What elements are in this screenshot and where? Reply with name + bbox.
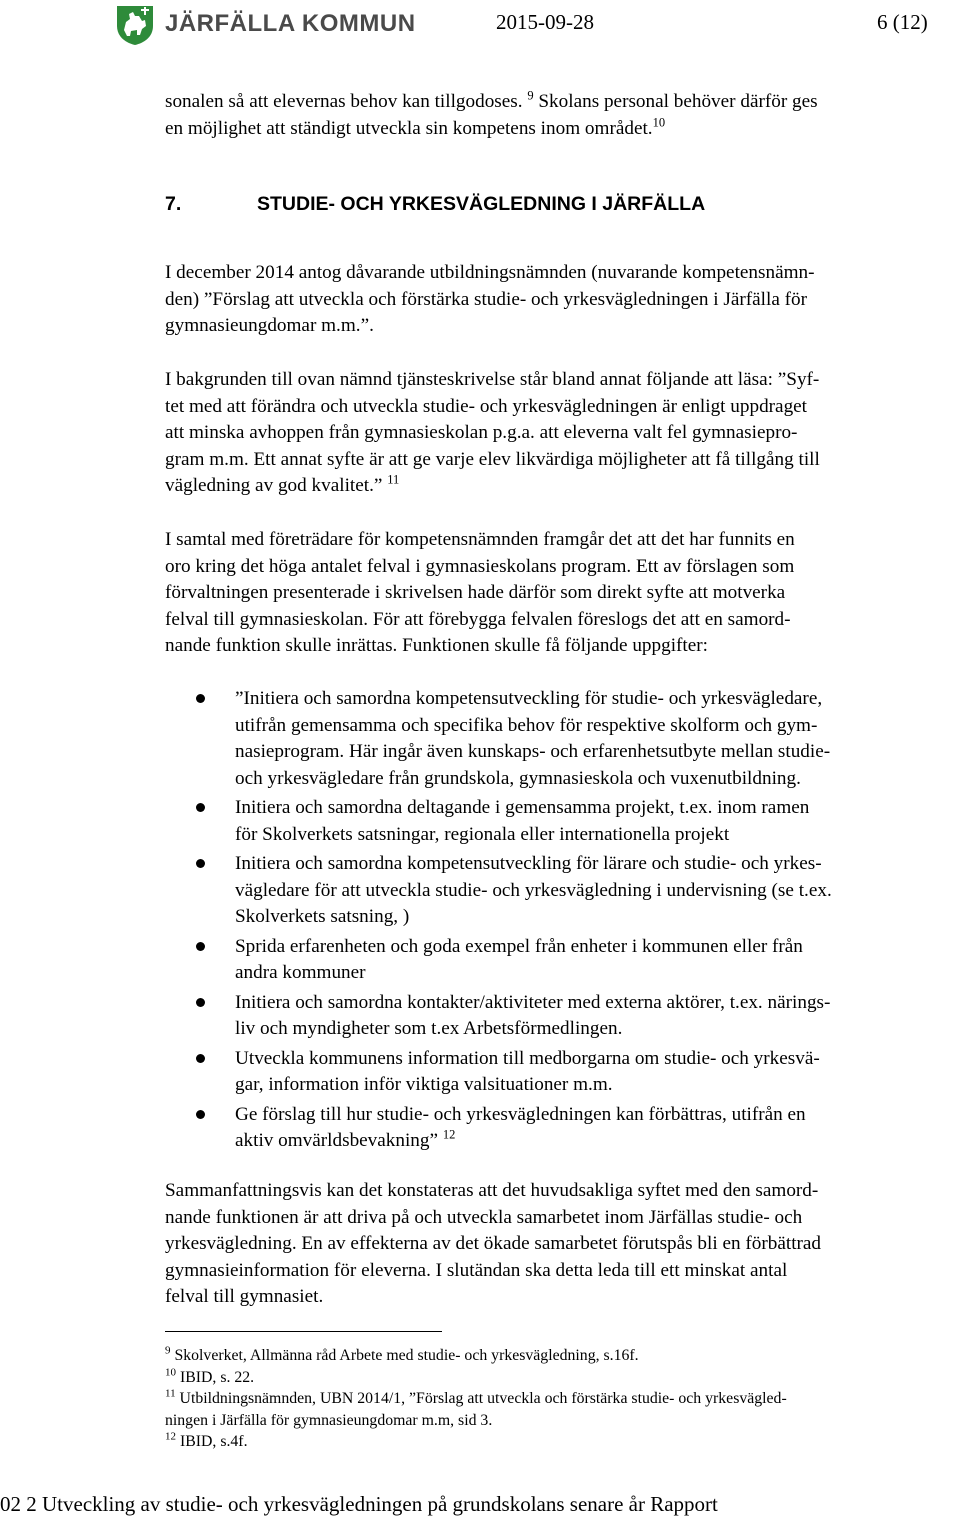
- text-line: I december 2014 antog dåvarande utbildningsnämnden (nuvarande kompetensnämn-: [165, 262, 815, 283]
- bullet-icon: [196, 1110, 205, 1119]
- text-line: gymnasieungdomar m.m.”.: [165, 315, 374, 336]
- text-line: en möjlighet att ständigt utveckla sin kompetens inom området.$^{10}$: [165, 115, 666, 139]
- footnote-ref[interactable]: 11: [387, 472, 400, 487]
- text-line: tet med att förändra och utveckla studie- och yrkesvägledningen är enligt uppdraget: [165, 395, 808, 417]
- footnote: $^9$ Skolverket, Allmänna råd Arbete med studie- och yrkesvägledning, s.16f.: [165, 1344, 639, 1364]
- text-line: oro kring det höga antalet felval i gymnasieskolans program. Ett av förslagen som: [165, 555, 795, 577]
- paragraph-dialogue: [165, 527, 960, 660]
- paragraph-summary: [165, 1178, 960, 1311]
- text-line: gram m.m. Ett annat syfte är att ge varje elev likvärdiga möjligheter att få tillgång till: [165, 448, 820, 470]
- bullet-icon: [196, 803, 205, 812]
- logo-wordmark: JÄRFÄLLA KOMMUN: [165, 10, 416, 37]
- bullet-icon: [196, 942, 205, 951]
- footnote-ref[interactable]: 10: [652, 115, 666, 129]
- text-line: den) ”Förslag att utveckla och förstärka studie- och yrkesvägledningen i Järfälla för: [165, 288, 808, 310]
- list-item: ”Initiera och samordna kompetensutveckling för studie- och yrkesvägledare, utifrån gemensamma och specifika behov för respektive skolform och gym- nasieprogram. Här ingår även kunskaps- och erfarenhetsutbyte mellan studie- och yrkesvägledare från grundskola, gymnasieskola och vuxenutbildning.: [165, 686, 960, 792]
- bullet-icon: [196, 998, 205, 1007]
- footnote-ref[interactable]: 12: [442, 1127, 456, 1142]
- section-heading: [165, 193, 705, 216]
- document-footer: 02 2 Utveckling av studie- och yrkesvägledningen på grundskolans senare år Rapport: [0, 1492, 718, 1516]
- footnotes: [165, 1345, 960, 1453]
- municipality-logo: [115, 4, 416, 46]
- section-title: STUDIE- OCH YRKESVÄGLEDNING I JÄRFÄLLA: [257, 193, 706, 215]
- footnote: $^{10}$ IBID, s. 22.: [165, 1365, 255, 1386]
- text-line: nande funktion skulle inrättas. Funktionen skulle få följande uppgifter:: [165, 635, 708, 656]
- section-number: 7.: [165, 193, 182, 215]
- text-line: nande funktionen är att driva på och utveckla samarbetet inom Järfällas studie- och: [165, 1206, 803, 1228]
- list-item: Sprida erfarenheten och goda exempel från enheter i kommunen eller från andra kommuner: [165, 934, 960, 987]
- text-line: att minska avhoppen från gymnasieskolan p.g.a. att eleverna valt fel gymnasiepro-: [165, 422, 798, 443]
- footnote: $^{12}$ IBID, s.4f.: [165, 1430, 248, 1450]
- text-line: gymnasieinformation för eleverna. I slutändan ska detta leda till ett minskat antal: [165, 1259, 788, 1281]
- text-line: I samtal med företrädare för kompetensnämnden framgår det att det har funnits en: [165, 529, 795, 550]
- paragraph-background: [165, 367, 960, 500]
- list-item: Initiera och samordna kontakter/aktiviteter med externa aktörer, t.ex. närings- liv och myndigheter som t.ex Arbetsförmedlingen.: [165, 990, 960, 1043]
- list-item: Initiera och samordna kompetensutveckling för lärare och studie- och yrkes- vägledare för att utveckla studie- och yrkesvägledning i undervisning (se t.ex. Skolverkets satsning, ): [165, 851, 960, 931]
- intro-paragraph: [165, 89, 960, 142]
- document-date: 2015-09-28: [496, 10, 594, 34]
- bullet-icon: [196, 694, 205, 703]
- text-line: vägledning av god kvalitet.” $^{11}$: [165, 472, 400, 496]
- text-line: I bakgrunden till ovan nämnd tjänsteskrivelse står bland annat följande att läsa: ”Syf-: [165, 369, 820, 390]
- text-line: Sammanfattningsvis kan det konstateras att det huvudsakliga syftet med den samord-: [165, 1180, 819, 1201]
- task-list: [165, 686, 960, 1155]
- text-line: sonalen så att elevernas behov kan tillgodoses. $^9$ Skolans personal behöver därför ges: [165, 88, 818, 112]
- text-line: felval till gymnasieskolan. För att förebygga felvalen föreslogs det att en samord-: [165, 608, 791, 630]
- list-item: Initiera och samordna deltagande i gemensamma projekt, t.ex. inom ramen för Skolverkets satsningar, regionala eller internationella projekt: [165, 795, 960, 848]
- footnote-separator: [165, 1331, 442, 1332]
- text-line: felval till gymnasiet.: [165, 1286, 324, 1307]
- list-item: Utveckla kommunens information till medborgarna om studie- och yrkesvä- gar, information inför viktiga valsituationer m.m.: [165, 1046, 960, 1099]
- page-number: 6 (12): [877, 10, 928, 34]
- text-line: förvaltningen presenterade i skrivelsen hade därför som direkt syfte att motverka: [165, 582, 786, 603]
- bullet-icon: [196, 859, 205, 868]
- footnote-ref[interactable]: 9: [527, 88, 534, 103]
- paragraph-decision: [165, 260, 960, 340]
- text-line: yrkesvägledning. En av effekterna av det ökade samarbetet förutspås bli en förbättrad: [165, 1233, 822, 1254]
- list-item: Ge förslag till hur studie- och yrkesvägledningen kan förbättras, utifrån en aktiv omvärldsbevakning” $^{12}$: [165, 1102, 960, 1155]
- footnote: $^{11}$ Utbildningsnämnden, UBN 2014/1, ”Förslag att utveckla och förstärka studie- och yrkesvägled- ningen i Järfälla för gymnasieungdomar m.m, sid 3.: [165, 1387, 787, 1429]
- bullet-icon: [196, 1054, 205, 1063]
- coat-of-arms-icon: [115, 4, 155, 46]
